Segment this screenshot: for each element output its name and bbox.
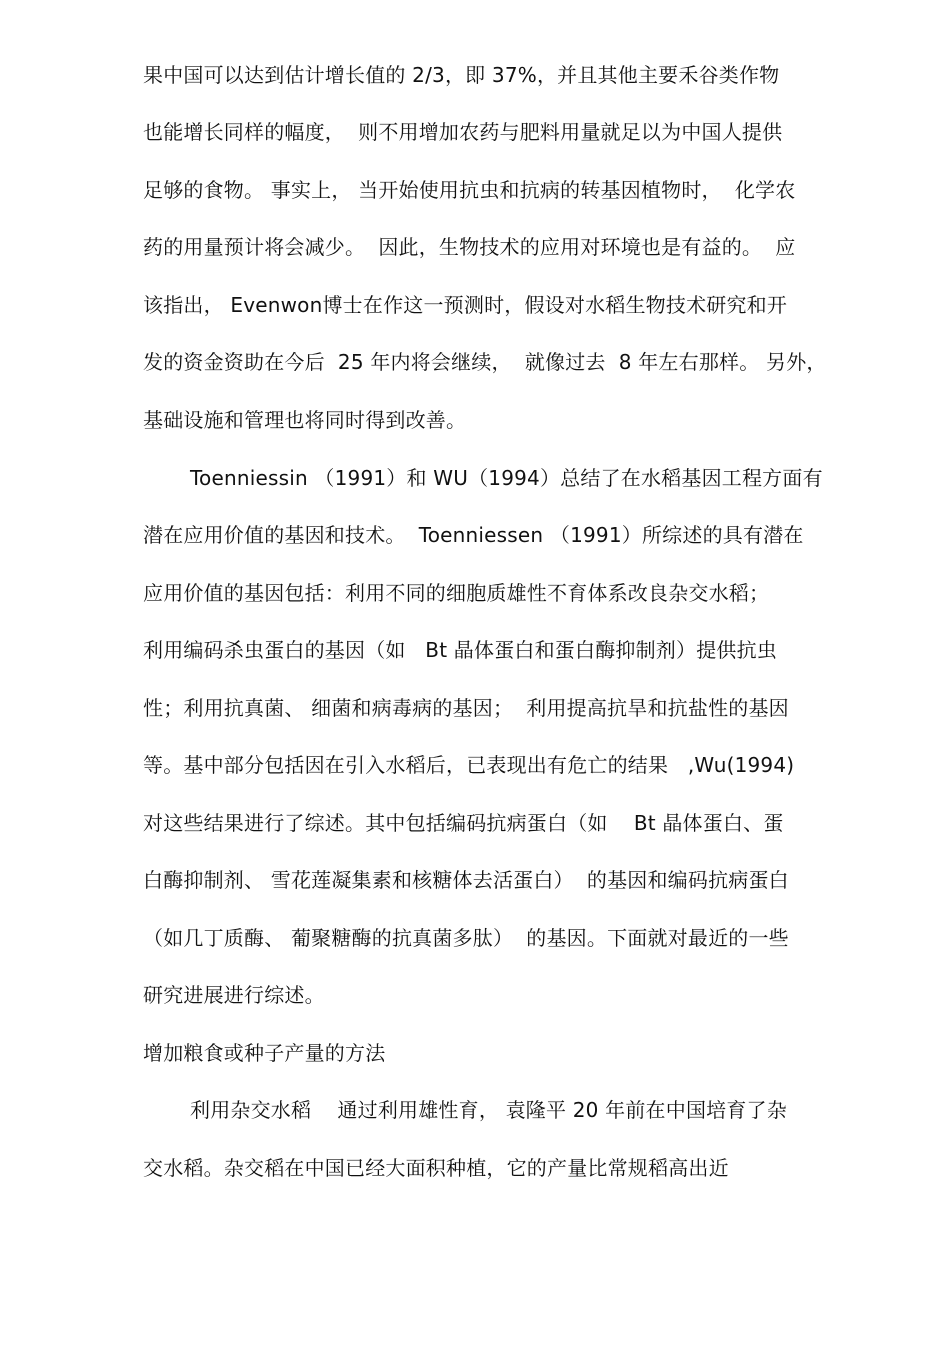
- text-line: 潜在应用价值的基因和技术。 Toenniessen （1991）所综述的具有潜在: [143, 523, 804, 547]
- text-line: 足够的食物。 事实上， 当开始使用抗虫和抗病的转基因植物时， 化学农: [143, 178, 796, 202]
- text-line: 对这些结果进行了综述。其中包括编码抗病蛋白（如 Bt 晶体蛋白、蛋: [143, 811, 784, 835]
- text-line: 也能增长同样的幅度， 则不用增加农药与肥料用量就足以为中国人提供: [143, 120, 783, 144]
- text-line: 利用编码杀虫蛋白的基因（如 Bt 晶体蛋白和蛋白酶抑制剂）提供抗虫: [143, 638, 777, 662]
- section-heading: 增加粮食或种子产量的方法: [143, 1041, 386, 1065]
- text-line: 性；利用抗真菌、 细菌和病毒病的基因； 利用提高抗旱和抗盐性的基因: [143, 696, 789, 720]
- text-line: 应用价值的基因包括：利用不同的细胞质雄性不育体系改良杂交水稻；: [143, 581, 770, 605]
- text-line: 果中国可以达到估计增长值的 2/3，即 37%，并且其他主要禾谷类作物: [143, 63, 780, 87]
- paragraph-first-line: 利用杂交水稻 通过利用雄性育， 袁隆平 20 年前在中国培育了杂: [190, 1098, 787, 1122]
- text-line: （如几丁质酶、 葡聚糖酶的抗真菌多肽） 的基因。下面就对最近的一些: [143, 926, 789, 950]
- text-line: 基础设施和管理也将同时得到改善。: [143, 408, 467, 432]
- text-line: 研究进展进行综述。: [143, 983, 325, 1007]
- text-line: 该指出， Evenwon博士在作这一预测时，假设对水稻生物技术研究和开: [143, 293, 788, 317]
- text-line: 白酶抑制剂、 雪花莲凝集素和核糖体去活蛋白） 的基因和编码抗病蛋白: [143, 868, 789, 892]
- text-line: 交水稻。杂交稻在中国已经大面积种植，它的产量比常规稻高出近: [143, 1156, 729, 1180]
- text-line: 药的用量预计将会减少。 因此，生物技术的应用对环境也是有益的。 应: [143, 235, 796, 259]
- text-line: 发的资金资助在今后 25 年内将会继续， 就像过去 8 年左右那样。 另外，: [143, 350, 827, 374]
- text-line: 等。基中部分包括因在引入水稻后，已表现出有危亡的结果 ,Wu(1994): [143, 753, 795, 777]
- paragraph-first-line: Toenniessin （1991）和 WU（1994）总结了在水稻基因工程方面有: [190, 466, 823, 490]
